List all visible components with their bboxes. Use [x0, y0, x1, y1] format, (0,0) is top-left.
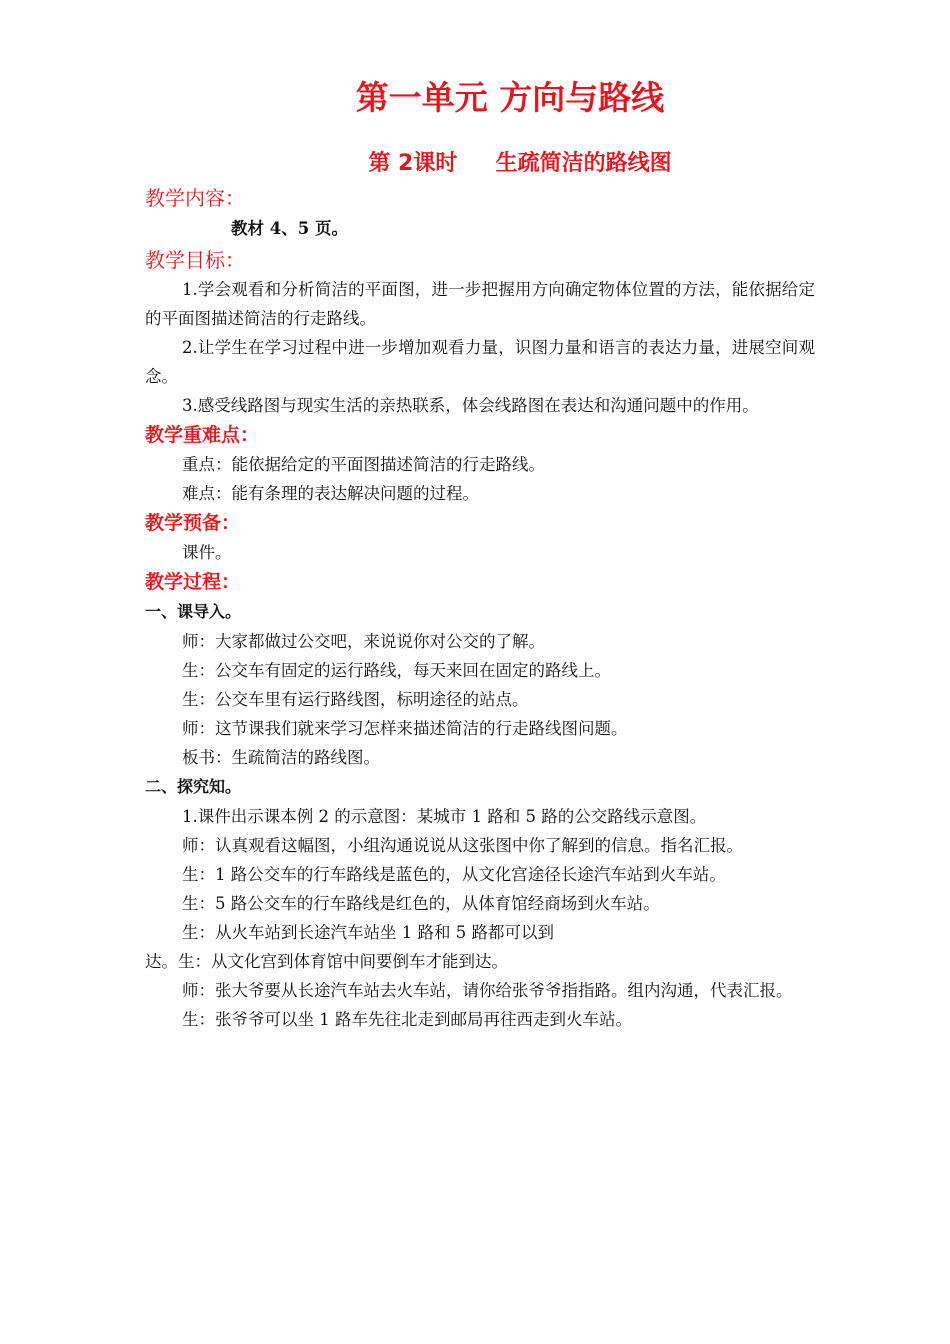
dialogue-line: 生：1 路公交车的行车路线是蓝色的，从文化宫途径长途汽车站到火车站。	[182, 865, 726, 884]
dialogue-line: 师：认真观看这幅图，小组沟通说说从这张图中你了解到的信息。指名汇报。	[182, 836, 743, 855]
teaching-objectives-heading: 教学目标：	[145, 248, 245, 272]
objective-item: 2.让学生在学习过程中进一步增加观看力量，识图力量和语言的表达力量，进展空间观念。	[145, 338, 815, 386]
section-2-title: 二、探究知。	[145, 777, 242, 796]
dialogue-line: 达。生：从文化宫到体育馆中间要倒车才能到达。	[145, 952, 508, 971]
section-1-title: 一、课导入。	[145, 602, 242, 621]
dialogue-line: 1.课件出示课本例 2 的示意图：某城市 1 路和 5 路的公交路线示意图。	[182, 807, 707, 826]
lesson-title: 第 2课时 生疏简洁的路线图	[368, 151, 672, 176]
dialogue-line: 生：张爷爷可以坐 1 路车先往北走到邮局再往西走到火车站。	[182, 1010, 632, 1029]
unit-title: 第一单元 方向与路线	[355, 78, 665, 117]
preparation-text: 课件。	[182, 543, 232, 562]
dialogue-line: 生：公交车里有运行路线图，标明途径的站点。	[182, 690, 529, 709]
dialogue-line: 师：大家都做过公交吧，来说说你对公交的了解。	[182, 632, 545, 651]
teaching-process-heading: 教学过程：	[145, 571, 241, 593]
dialogue-line: 生：从火车站到长途汽车站坐 1 路和 5 路都可以到	[182, 923, 554, 942]
dialogue-line: 师：张大爷要从长途汽车站去火车站，请你给张爷爷指指路。组内沟通，代表汇报。	[182, 981, 793, 1000]
objective-item: 3.感受线路图与现实生活的亲热联系，体会线路图在表达和沟通问题中的作用。	[182, 396, 759, 415]
document-body	[145, 183, 815, 1034]
key-point: 重点：能依据给定的平面图描述简洁的行走路线。	[182, 455, 545, 474]
teaching-materials: 教材 4、5 页。	[231, 219, 348, 238]
dialogue-line: 生：公交车有固定的运行路线，每天来回在固定的路线上。	[182, 661, 611, 680]
dialogue-line: 师：这节课我们就来学习怎样来描述简洁的行走路线图问题。	[182, 719, 628, 738]
key-difficult-points-heading: 教学重难点：	[145, 424, 260, 446]
blackboard-line: 板书：生疏简洁的路线图。	[182, 748, 380, 767]
teaching-content-heading: 教学内容：	[145, 186, 245, 210]
dialogue-line: 生：5 路公交车的行车路线是红色的，从体育馆经商场到火车站。	[182, 894, 660, 913]
objective-item: 1.学会观看和分析简洁的平面图，进一步把握用方向确定物体位置的方法，能依据给定的平面图描述简洁的行走路线。	[145, 280, 815, 328]
difficult-point: 难点：能有条理的表达解决问题的过程。	[182, 484, 479, 503]
preparation-heading: 教学预备：	[145, 512, 241, 534]
